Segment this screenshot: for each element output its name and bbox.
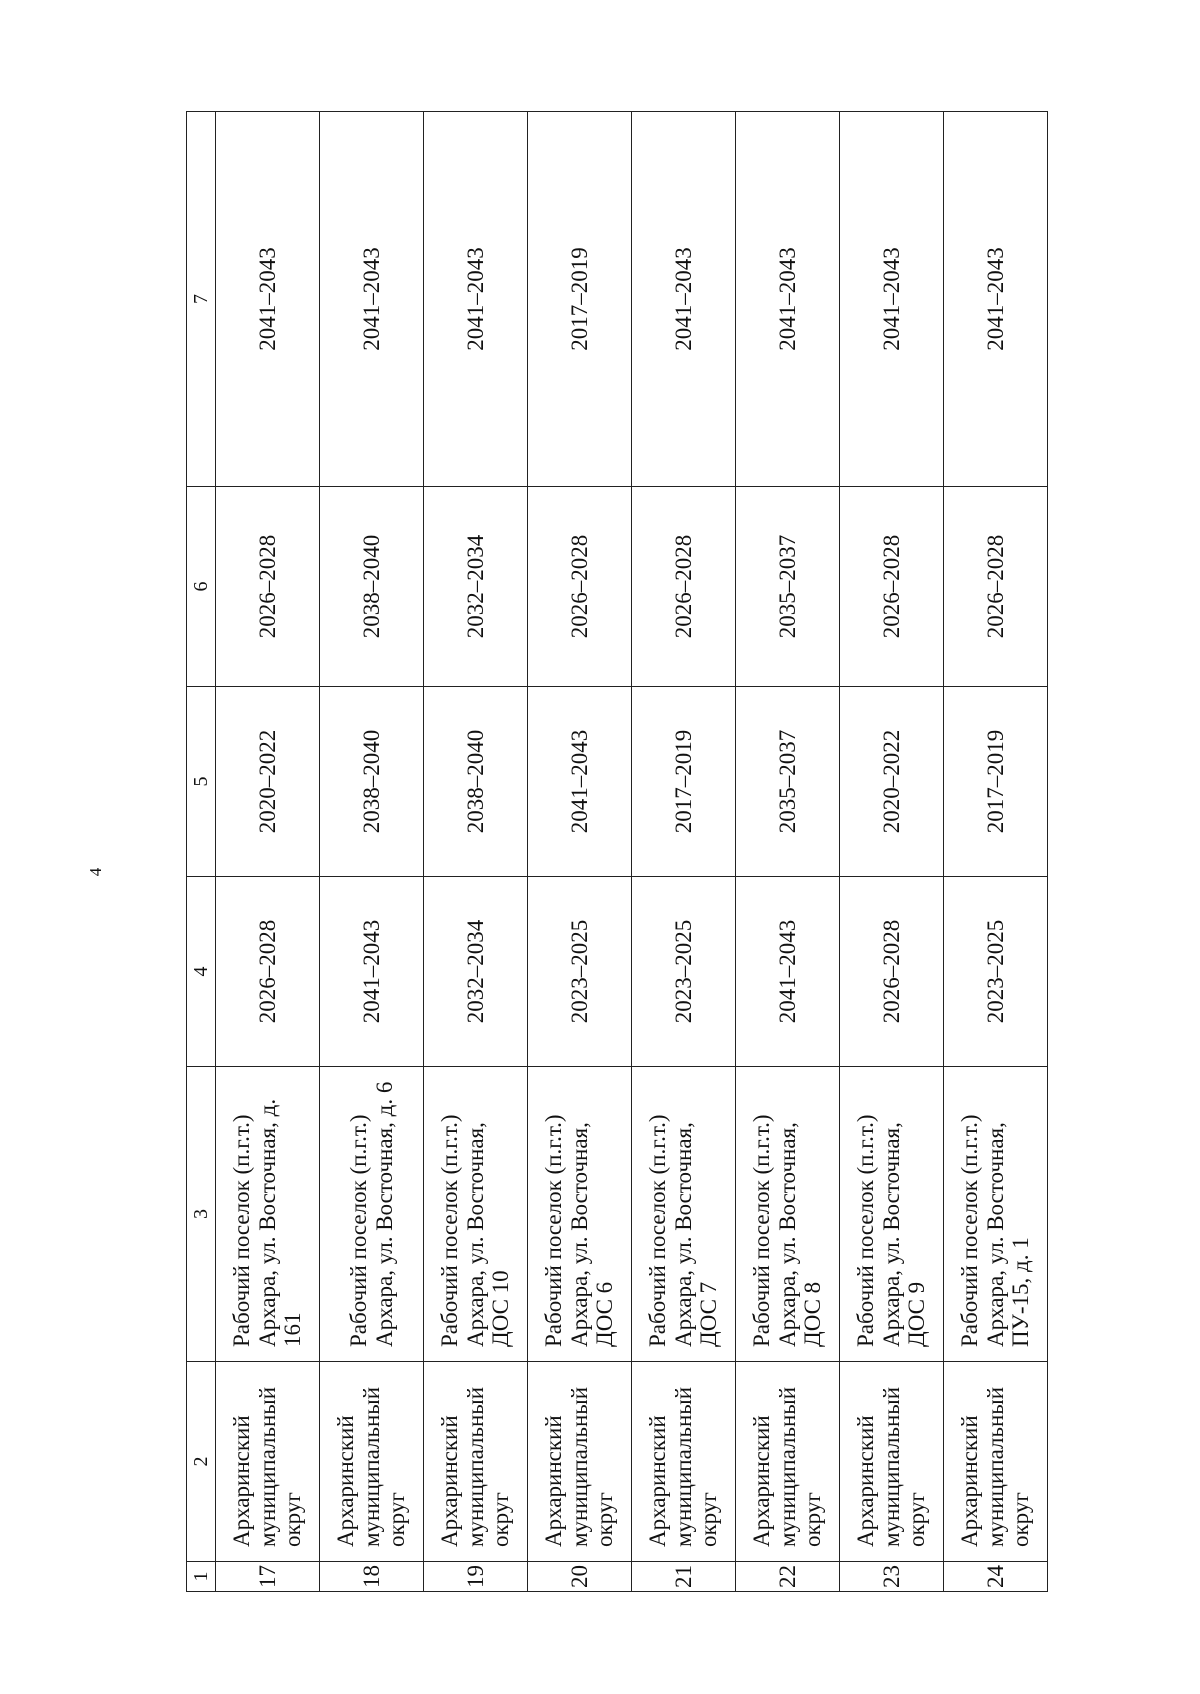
district-cell: Архаринский муниципальный округ <box>528 1362 632 1562</box>
row-number-cell: 21 <box>632 1562 736 1592</box>
period-cell: 2041–2043 <box>528 687 632 877</box>
table-row <box>944 112 1048 1592</box>
address-cell: Рабочий поселок (п.г.т.) Архара, ул. Восточная, ПУ-15, д. 1 <box>944 1067 1048 1362</box>
period-cell: 2041–2043 <box>320 112 424 487</box>
row-number-cell: 22 <box>736 1562 840 1592</box>
period-cell: 2026–2028 <box>216 877 320 1067</box>
address-cell: Рабочий поселок (п.г.т.) Архара, ул. Восточная, ДОС 9 <box>840 1067 944 1362</box>
table-row <box>736 112 840 1592</box>
period-cell: 2026–2028 <box>632 487 736 687</box>
column-number-row <box>187 112 216 1592</box>
table-row <box>424 112 528 1592</box>
table-row <box>632 112 736 1592</box>
column-header: 7 <box>187 112 216 487</box>
period-cell: 2041–2043 <box>944 112 1048 487</box>
period-cell: 2026–2028 <box>840 877 944 1067</box>
address-cell: Рабочий поселок (п.г.т.) Архара, ул. Восточная, ДОС 7 <box>632 1067 736 1362</box>
column-header: 6 <box>187 487 216 687</box>
district-cell: Архаринский муниципальный округ <box>944 1362 1048 1562</box>
period-cell: 2026–2028 <box>216 487 320 687</box>
row-number-cell: 23 <box>840 1562 944 1592</box>
row-number-cell: 17 <box>216 1562 320 1592</box>
period-cell: 2023–2025 <box>528 877 632 1067</box>
address-cell: Рабочий поселок (п.г.т.) Архара, ул. Восточная, д. 161 <box>216 1067 320 1362</box>
table-row <box>320 112 424 1592</box>
period-cell: 2041–2043 <box>840 112 944 487</box>
district-cell: Архаринский муниципальный округ <box>736 1362 840 1562</box>
period-cell: 2041–2043 <box>736 877 840 1067</box>
period-cell: 2026–2028 <box>944 487 1048 687</box>
row-number-cell: 18 <box>320 1562 424 1592</box>
period-cell: 2038–2040 <box>424 687 528 877</box>
table-row <box>528 112 632 1592</box>
period-cell: 2023–2025 <box>944 877 1048 1067</box>
district-cell: Архаринский муниципальный округ <box>320 1362 424 1562</box>
period-cell: 2032–2034 <box>424 487 528 687</box>
address-cell: Рабочий поселок (п.г.т.) Архара, ул. Восточная, ДОС 10 <box>424 1067 528 1362</box>
period-cell: 2041–2043 <box>320 877 424 1067</box>
period-cell: 2023–2025 <box>632 877 736 1067</box>
period-cell: 2020–2022 <box>840 687 944 877</box>
period-cell: 2041–2043 <box>216 112 320 487</box>
period-cell: 2026–2028 <box>840 487 944 687</box>
address-cell: Рабочий поселок (п.г.т.) Архара, ул. Восточная, ДОС 6 <box>528 1067 632 1362</box>
period-cell: 2032–2034 <box>424 877 528 1067</box>
period-cell: 2041–2043 <box>424 112 528 487</box>
address-cell: Рабочий поселок (п.г.т.) Архара, ул. Восточная, д. 6 <box>320 1067 424 1362</box>
district-cell: Архаринский муниципальный округ <box>840 1362 944 1562</box>
column-header: 1 <box>187 1562 216 1592</box>
period-cell: 2020–2022 <box>216 687 320 877</box>
period-cell: 2041–2043 <box>632 112 736 487</box>
district-cell: Архаринский муниципальный округ <box>632 1362 736 1562</box>
period-cell: 2035–2037 <box>736 487 840 687</box>
column-header: 2 <box>187 1362 216 1562</box>
row-number-cell: 20 <box>528 1562 632 1592</box>
row-number-cell: 24 <box>944 1562 1048 1592</box>
period-cell: 2017–2019 <box>528 112 632 487</box>
column-header: 3 <box>187 1067 216 1362</box>
district-cell: Архаринский муниципальный округ <box>424 1362 528 1562</box>
rotated-table-container <box>186 112 1046 1592</box>
district-cell: Архаринский муниципальный округ <box>216 1362 320 1562</box>
period-cell: 2026–2028 <box>528 487 632 687</box>
period-cell: 2041–2043 <box>736 112 840 487</box>
period-cell: 2035–2037 <box>736 687 840 877</box>
period-cell: 2017–2019 <box>944 687 1048 877</box>
column-header: 5 <box>187 687 216 877</box>
schedule-table <box>186 111 1048 1592</box>
period-cell: 2038–2040 <box>320 487 424 687</box>
period-cell: 2038–2040 <box>320 687 424 877</box>
table-row <box>840 112 944 1592</box>
column-header: 4 <box>187 877 216 1067</box>
table-row <box>216 112 320 1592</box>
address-cell: Рабочий поселок (п.г.т.) Архара, ул. Восточная, ДОС 8 <box>736 1067 840 1362</box>
period-cell: 2017–2019 <box>632 687 736 877</box>
row-number-cell: 19 <box>424 1562 528 1592</box>
page-number: 4 <box>86 867 105 877</box>
